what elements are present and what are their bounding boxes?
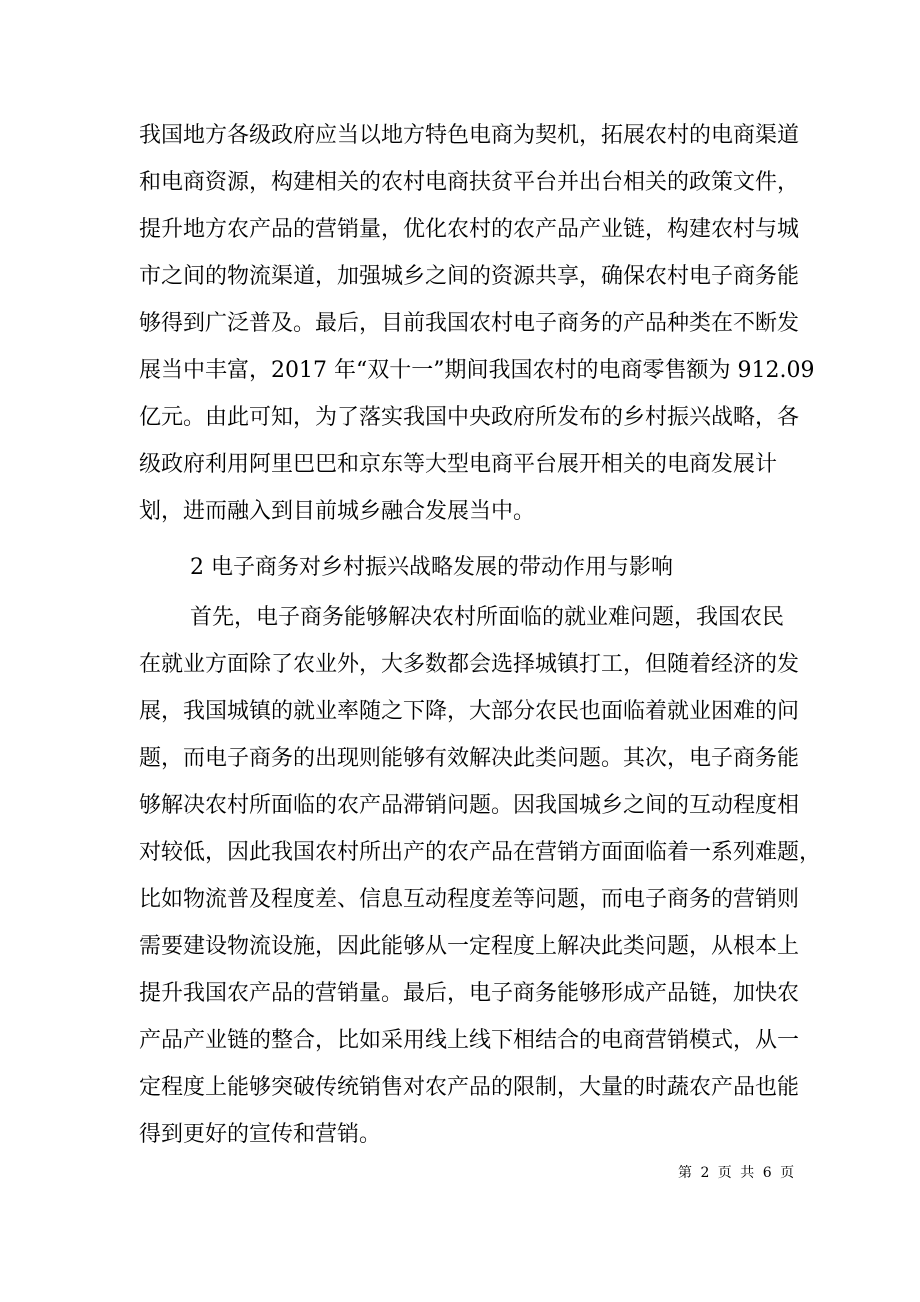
paragraph-line: 和电商资源，构建相关的农村电商扶贫平台并出台相关的政策文件， [139,170,800,195]
paragraph-line: 级政府利用阿里巴巴和京东等大型电商平台展开相关的电商发展计 [139,452,778,477]
section-heading: 2 电子商务对乡村振兴战略发展的带动作用与影响 [190,555,673,580]
paragraph-line: 对较低，因此我国农村所出产的农产品在营销方面面临着一系列难题， [139,840,822,865]
paragraph-line: 市之间的物流渠道，加强城乡之间的资源共享，确保农村电子商务能 [139,264,800,289]
paragraph-line: 定程度上能够突破传统销售对农产品的限制，大量的时蔬农产品也能 [139,1075,800,1100]
paragraph-line: 够得到广泛普及。最后，目前我国农村电子商务的产品种类在不断发 [139,311,800,336]
paragraph-line: 提升地方农产品的营销量，优化农村的农产品产业链，构建农村与城 [139,217,800,242]
paragraph-line: 比如物流普及程度差、信息互动程度差等问题，而电子商务的营销则 [139,887,800,912]
paragraph-line: 在就业方面除了农业外，大多数都会选择城镇打工，但随着经济的发 [139,652,800,677]
paragraph-line: 得到更好的宣传和营销。 [139,1122,382,1147]
paragraph-line: 展当中丰富，2017 年“双十一”期间我国农村的电商零售额为 912.09 [139,358,815,383]
paragraph-line: 提升我国农产品的营销量。最后，电子商务能够形成产品链，加快农 [139,981,800,1006]
paragraph-line: 题，而电子商务的出现则能够有效解决此类问题。其次，电子商务能 [139,746,800,771]
page-number: 第 2 页 共 6 页 [678,1165,797,1181]
paragraph-line: 我国地方各级政府应当以地方特色电商为契机，拓展农村的电商渠道 [139,123,800,148]
paragraph-line: 划，进而融入到目前城乡融合发展当中。 [139,499,536,524]
paragraph-line: 需要建设物流设施，因此能够从一定程度上解决此类问题，从根本上 [139,934,800,959]
paragraph-line: 展，我国城镇的就业率随之下降，大部分农民也面临着就业困难的问 [139,699,800,724]
paragraph-line: 首先，电子商务能够解决农村所面临的就业难问题，我国农民 [190,605,785,630]
paragraph-line: 亿元。由此可知，为了落实我国中央政府所发布的乡村振兴战略，各 [139,405,800,430]
paragraph-line: 产品产业链的整合，比如采用线上线下相结合的电商营销模式，从一 [139,1028,800,1053]
paragraph-line: 够解决农村所面临的农产品滞销问题。因我国城乡之间的互动程度相 [139,793,800,818]
